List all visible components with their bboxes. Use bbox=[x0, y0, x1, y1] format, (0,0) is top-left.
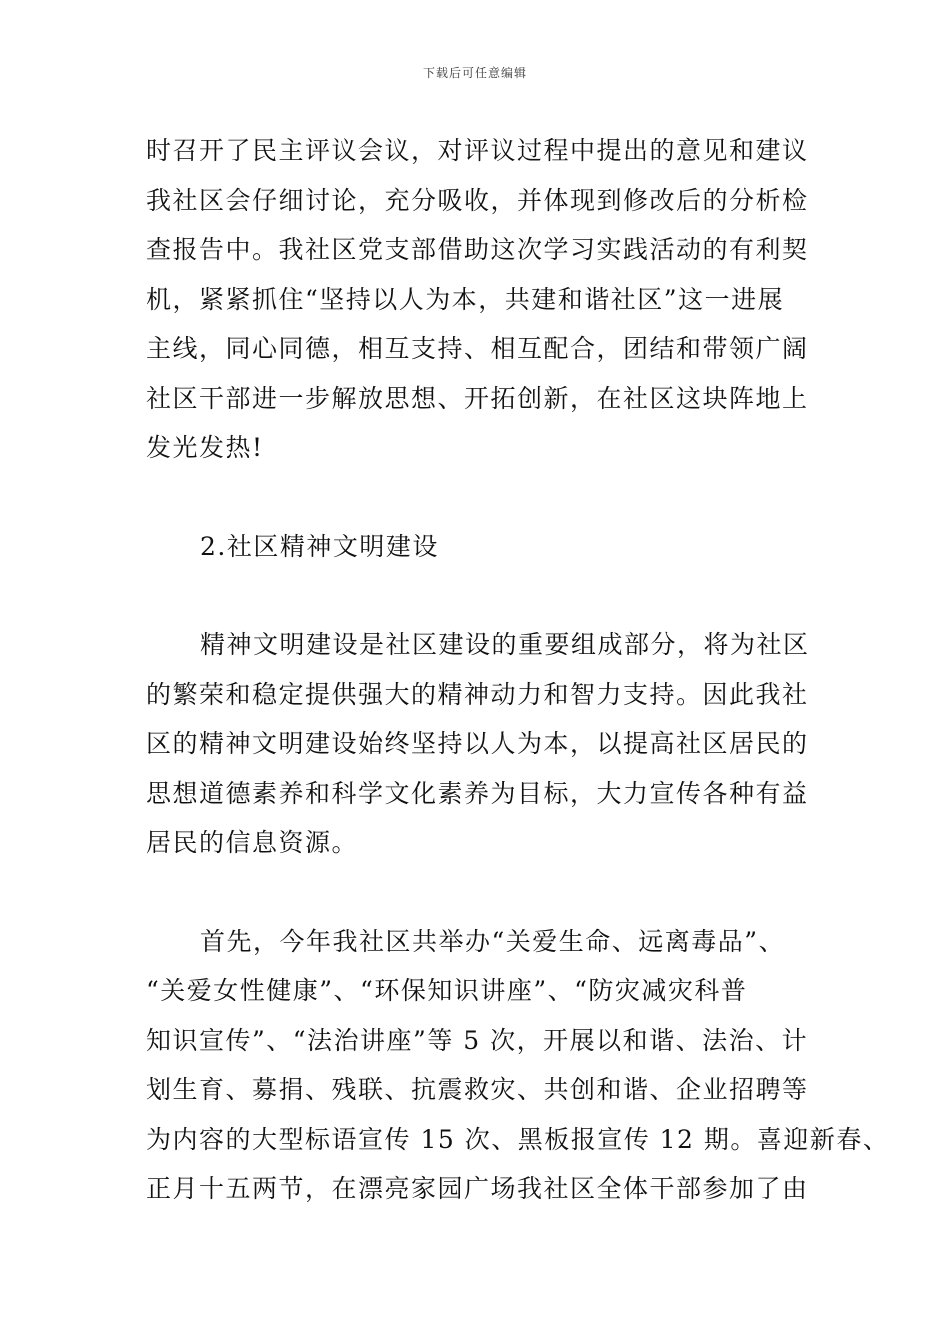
page-header: 下载后可任意编辑 bbox=[422, 66, 527, 80]
paragraph-1 bbox=[146, 126, 836, 473]
text-line: 思想道德素养和科学文化素养为目标，大力宣传各种有益 bbox=[146, 778, 809, 808]
document-body bbox=[146, 126, 890, 1214]
text-line: 正月十五两节，在漂亮家园广场我社区全体干部参加了由 bbox=[146, 1174, 809, 1203]
text-line: 首先，今年我社区共举办“关爱生命、远离毒品”、 bbox=[200, 926, 786, 956]
text-line: 精神文明建设是社区建设的重要组成部分，将为社区 bbox=[200, 630, 810, 659]
text-line: 社区干部进一步解放思想、开拓创新，在社区这块阵地上 bbox=[146, 383, 809, 413]
heading-line: 2.社区精神文明建设 bbox=[200, 531, 439, 561]
text-line: 知识宣传”、“法治讲座”等 5 次，开展以和谐、法治、计 bbox=[146, 1025, 809, 1055]
section-heading bbox=[146, 522, 836, 572]
text-line: 区的精神文明建设始终坚持以人为本，以提高社区居民的 bbox=[146, 729, 809, 758]
paragraph-spacer bbox=[146, 868, 836, 917]
paragraph-2 bbox=[146, 620, 836, 868]
text-line: 发光发热! bbox=[146, 433, 264, 462]
text-line: 时召开了民主评议会议，对评议过程中提出的意见和建议 bbox=[146, 136, 809, 165]
text-line: 居民的信息资源。 bbox=[146, 828, 359, 857]
text-line: 为内容的大型标语宣传 15 次、黑板报宣传 12 期。喜迎新春、 bbox=[146, 1124, 890, 1154]
text-line: “关爱女性健康”、“环保知识讲座”、“防灾减灾科普 bbox=[146, 976, 748, 1005]
paragraph-3 bbox=[146, 917, 890, 1214]
text-line: 的繁荣和稳定提供强大的精神动力和智力支持。因此我社 bbox=[146, 679, 809, 709]
text-line: 我社区会仔细讨论，充分吸收，并体现到修改后的分析检 bbox=[146, 185, 809, 215]
text-line: 查报告中。我社区党支部借助这次学习实践活动的有利契 bbox=[146, 235, 809, 264]
paragraph-spacer bbox=[146, 571, 836, 620]
text-line: 划生育、募捐、残联、抗震救灾、共创和谐、企业招聘等 bbox=[146, 1075, 809, 1104]
text-line: 机，紧紧抓住“坚持以人为本，共建和谐社区”这一进展 bbox=[146, 284, 785, 314]
paragraph-spacer bbox=[146, 473, 836, 522]
text-line: 主线，同心同德，相互支持、相互配合，团结和带领广阔 bbox=[146, 334, 809, 363]
